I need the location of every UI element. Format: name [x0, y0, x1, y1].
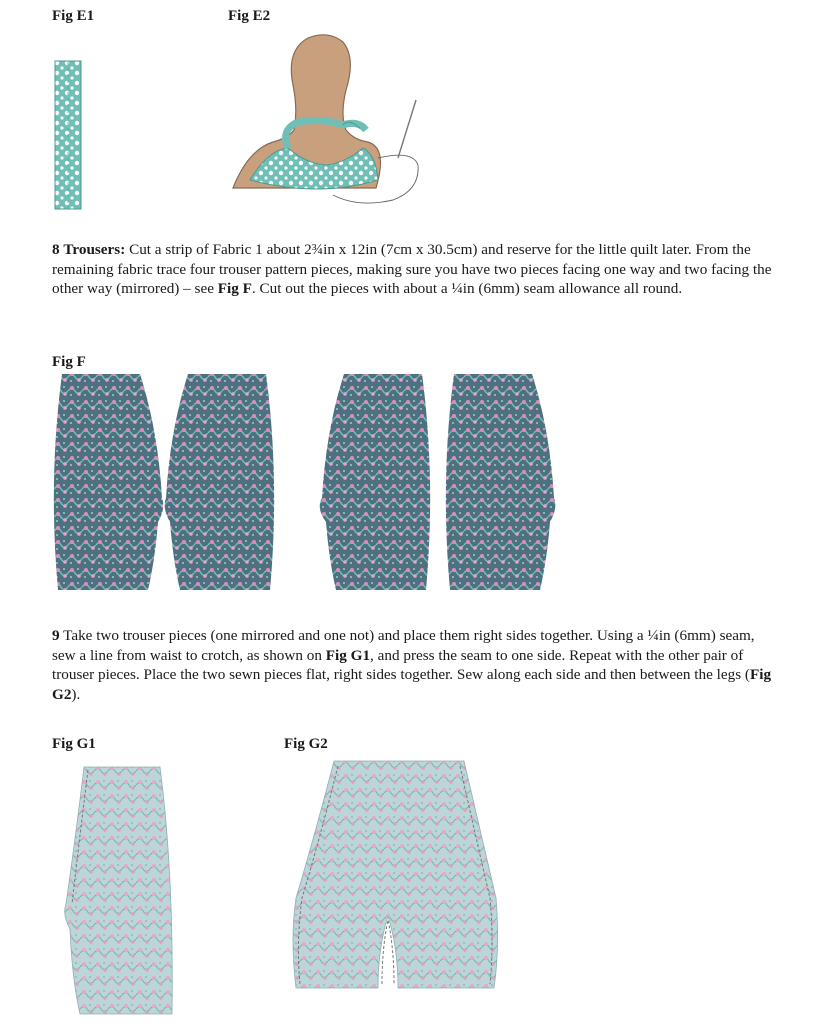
fig-f-trouser-pieces: [40, 370, 560, 595]
fig-e2-neckline-illustration: [228, 30, 428, 215]
step-9-fig-ref-1: Fig G1: [325, 646, 371, 664]
step-8-text-2: . Cut out the pieces with about a ¼in (6mm) seam allowance all round.: [251, 280, 683, 297]
fig-e1-label: Fig E1: [52, 8, 95, 24]
fig-f-label: Fig F: [52, 354, 86, 370]
step-8-fig-ref: Fig F: [217, 280, 252, 297]
fig-e1-binding-strip: [54, 60, 82, 210]
step-8-text-1: Cut a strip of Fabric 1 about 2¾in x 12in (7cm x 30.5cm) and reserve for the little quilt later. From the remaining fabric trace four trouser pattern pieces, making sure you have two pieces facing one way and two facing the other way (mirrored) – see: [52, 241, 772, 297]
trouser-piece-2: [165, 374, 275, 590]
step-9-text-2: , and press the seam to one side. Repeat with the other pair of trouser pieces. Place the two sewn pieces flat, right sides together. Sew along each side and then between the legs (: [52, 646, 750, 683]
trouser-piece-4: [446, 374, 555, 590]
fig-e2-label: Fig E2: [228, 8, 271, 24]
step-8-number: 8: [52, 241, 60, 258]
fig-g2-sewn-trousers: [286, 758, 506, 993]
trouser-piece-3: [320, 374, 430, 590]
trouser-piece-1: [54, 374, 164, 590]
step-9-text-3: ).: [71, 685, 81, 703]
step-8-paragraph: [52, 240, 776, 299]
step-9-text-1: Take two trouser pieces (one mirrored and one not) and place them right sides together. Using a ¼in (6mm) seam, sew a line from waist to crotch, as shown on: [52, 627, 755, 664]
step-9-fig-ref-2: Fig G2: [52, 666, 772, 703]
step-8-heading: Trousers:: [63, 241, 126, 258]
step-9-number: 9: [52, 627, 60, 644]
fig-g1-sewn-pair: [52, 764, 182, 1019]
fig-g2-label: Fig G2: [284, 736, 328, 752]
step-9-paragraph: [52, 626, 776, 704]
fig-g1-label: Fig G1: [52, 736, 96, 752]
